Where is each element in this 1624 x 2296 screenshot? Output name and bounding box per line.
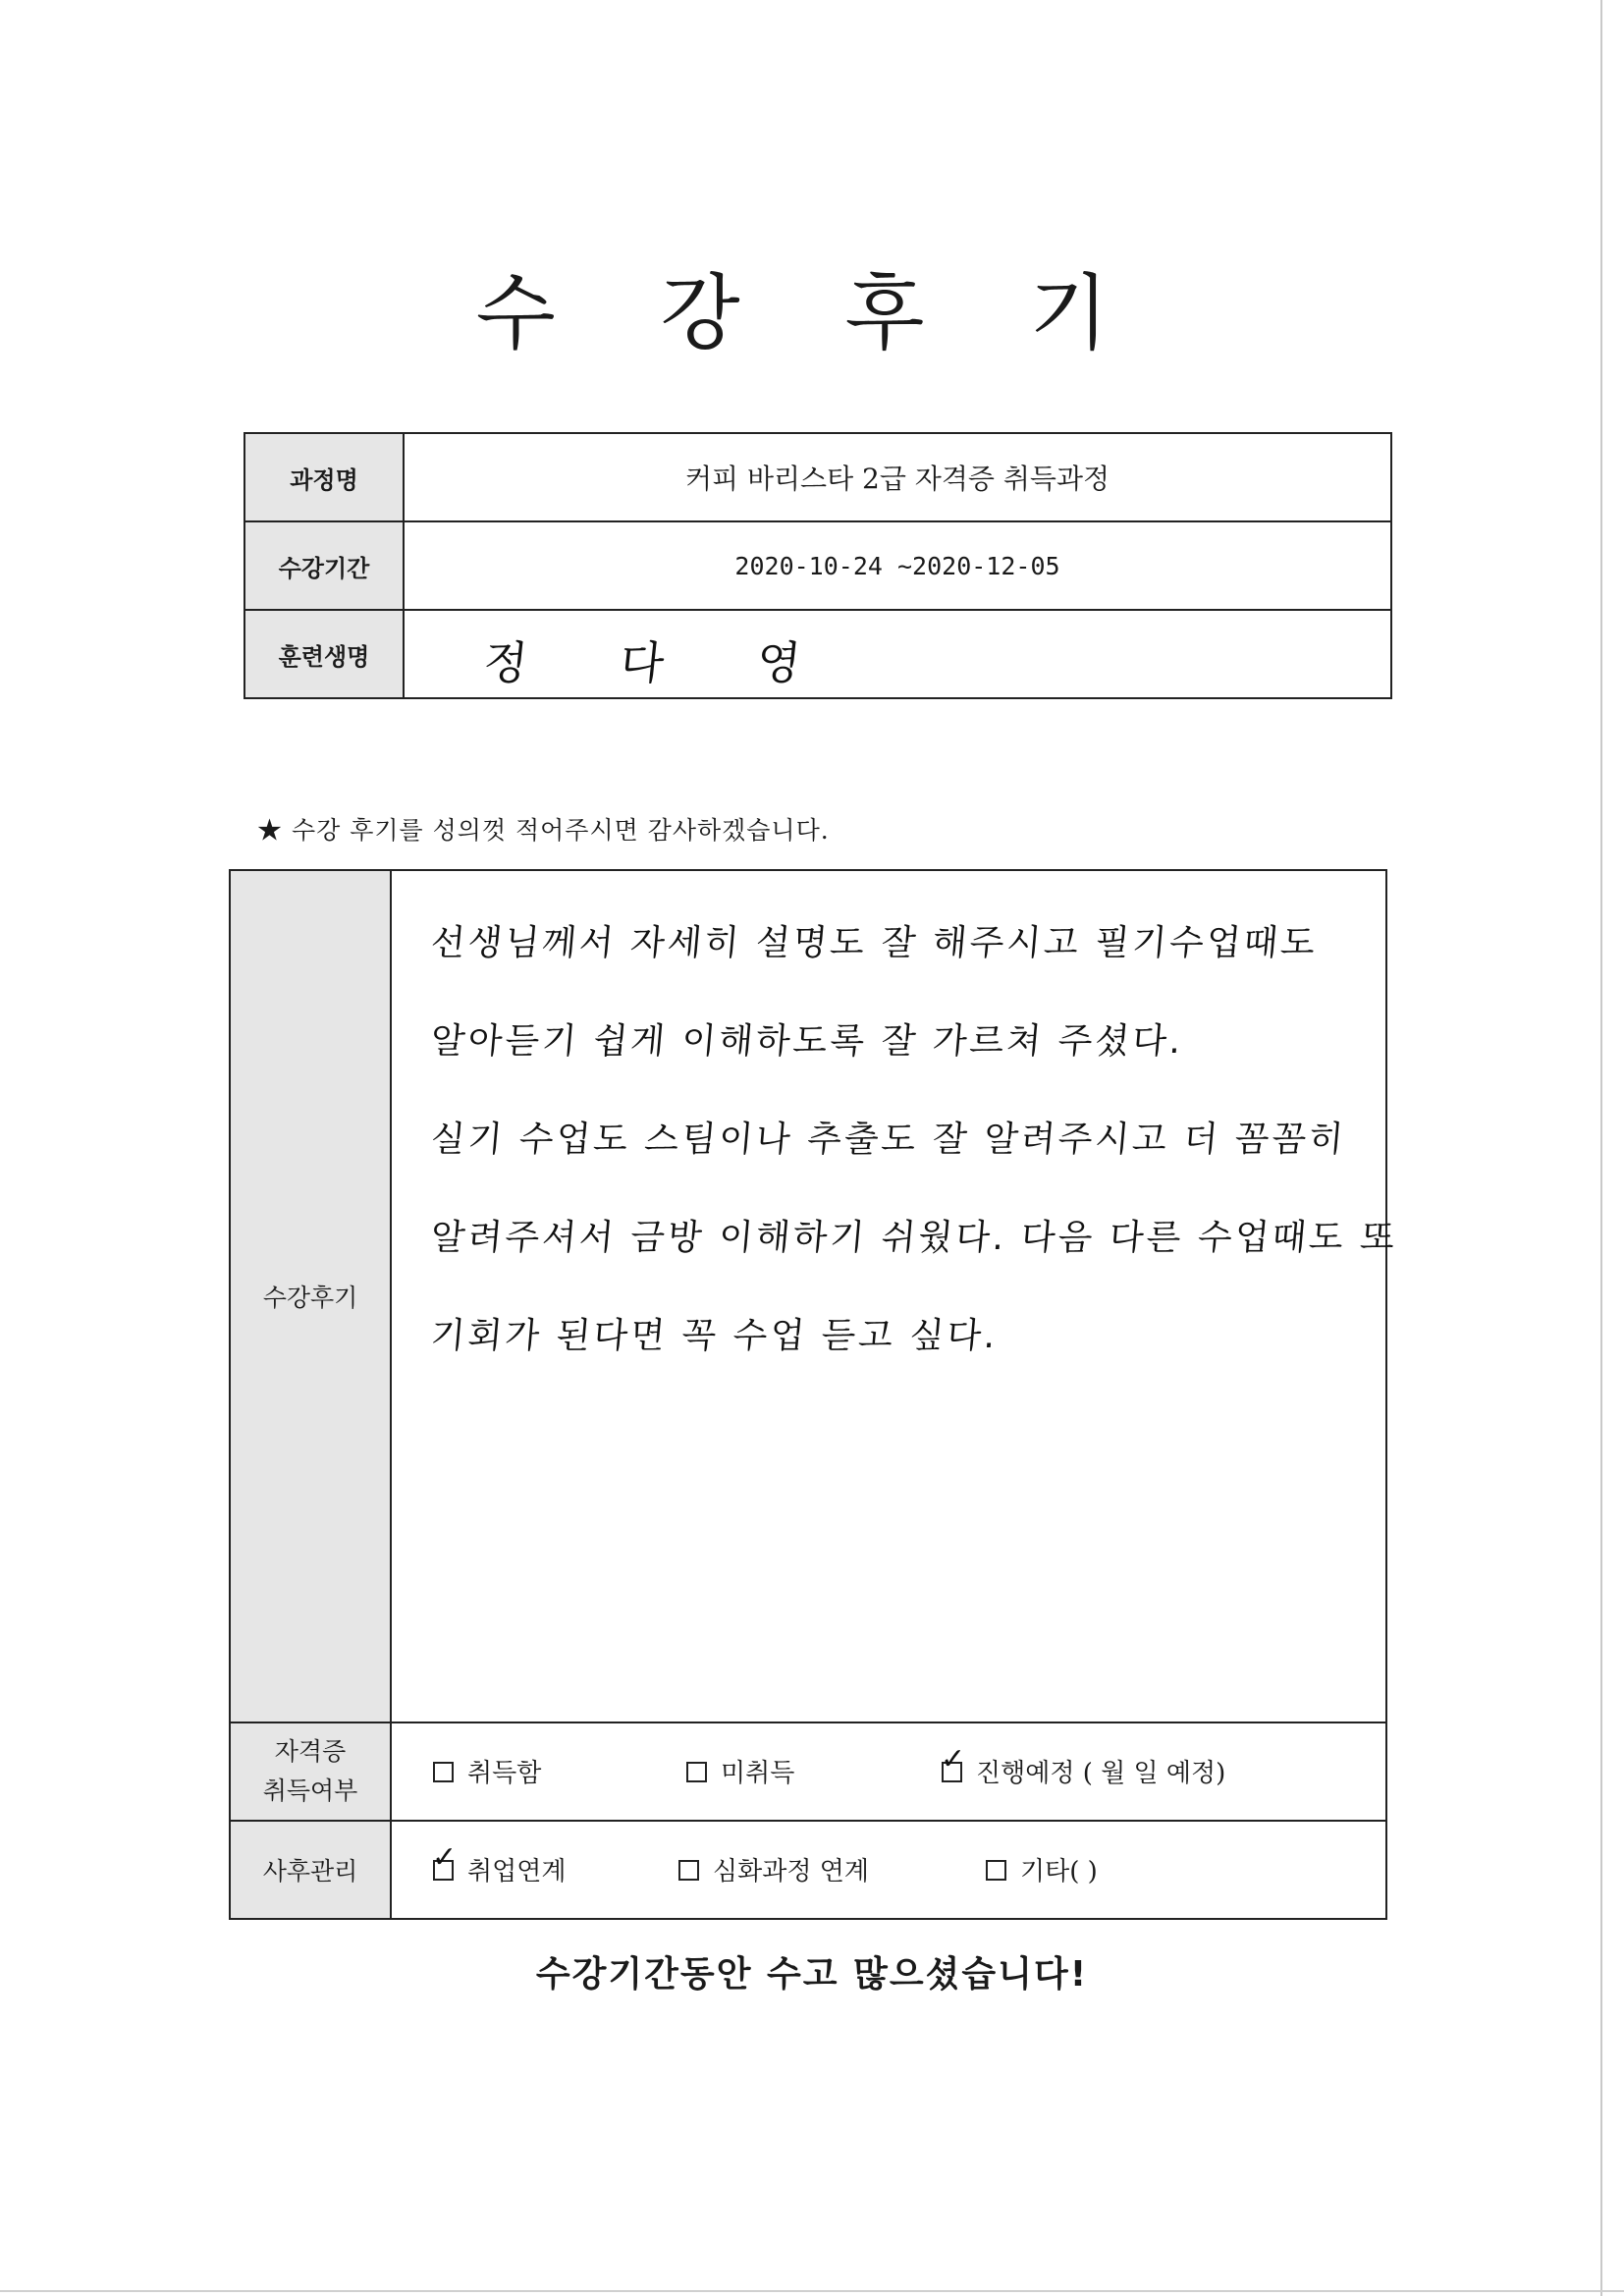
trainee-row [244, 610, 1391, 698]
checkbox-unchecked-icon[interactable] [433, 1762, 454, 1782]
instruction-note: ★ 수강 후기를 성의껏 적어주시면 감사하겠습니다. [257, 816, 830, 845]
info-table [244, 432, 1392, 699]
checkbox-unchecked-icon[interactable] [686, 1762, 707, 1782]
period-label: 수강기간 [244, 521, 404, 610]
certificate-label-line1: 자격증 [274, 1737, 347, 1766]
review-line: 알려주셔서 금방 이해하기 쉬웠다. 다음 다른 수업때도 또 [429, 1218, 1399, 1258]
review-body [391, 870, 1399, 1722]
checkbox-unchecked-icon[interactable] [678, 1860, 699, 1881]
aftercare-option-other-label: 기타( ) [1020, 1857, 1098, 1886]
certificate-label [230, 1722, 391, 1821]
course-label: 과정명 [244, 433, 404, 521]
trainee-cell [404, 610, 1391, 698]
review-line: 실기 수업도 스팀이나 추출도 잘 알려주시고 더 꼼꼼히 [429, 1120, 1348, 1160]
cert-option-acquired-label: 취득함 [467, 1759, 542, 1788]
review-line: 선생님께서 자세히 설명도 잘 해주시고 필기수업때도 [429, 923, 1320, 963]
period-value: 2020-10-24 ~2020-12-05 [404, 521, 1391, 610]
trainee-label: 훈련생명 [244, 610, 404, 698]
review-line: 기회가 된다면 꼭 수업 듣고 싶다. [429, 1316, 1001, 1356]
checkbox-checked-icon[interactable] [433, 1860, 454, 1881]
aftercare-label: 사후관리 [230, 1821, 391, 1919]
review-label: 수강후기 [230, 870, 391, 1722]
cert-option-scheduled-label: 진행예정 ( 월 일 예정) [976, 1759, 1226, 1788]
checkbox-checked-icon[interactable] [942, 1762, 962, 1782]
aftercare-option-employment[interactable] [433, 1851, 566, 1887]
scan-bottom-line [0, 2290, 1624, 2292]
cert-option-not-acquired-label: 미취득 [721, 1759, 795, 1788]
cert-option-scheduled[interactable] [942, 1753, 1225, 1789]
aftercare-option-advanced-label: 심화과정 연계 [713, 1857, 869, 1886]
course-row [244, 433, 1391, 521]
trainee-name-handwritten: 정 다 영 [480, 636, 842, 689]
review-table [229, 869, 1399, 1920]
page-title: 수 강 후 기 [475, 265, 1149, 361]
closing-message: 수강기간동안 수고 많으셨습니다! [535, 1954, 1089, 1995]
certificate-options [391, 1722, 1386, 1821]
aftercare-option-advanced[interactable] [678, 1851, 869, 1887]
certificate-label-line2: 취득여부 [262, 1777, 358, 1805]
checkbox-unchecked-icon[interactable] [986, 1860, 1006, 1881]
review-handwriting [429, 914, 1399, 1405]
cert-option-acquired[interactable] [433, 1753, 541, 1789]
aftercare-option-other[interactable] [986, 1851, 1098, 1887]
course-value: 커피 바리스타 2급 자격증 취득과정 [404, 433, 1391, 521]
review-line: 알아듣기 쉽게 이해하도록 잘 가르쳐 주셨다. [429, 1021, 1186, 1062]
aftercare-options [391, 1821, 1386, 1919]
review-row [230, 870, 1386, 1722]
aftercare-row [230, 1821, 1386, 1919]
cert-option-not-acquired[interactable] [686, 1753, 794, 1789]
aftercare-option-employment-label: 취업연계 [467, 1857, 567, 1886]
certificate-row [230, 1722, 1386, 1821]
period-row [244, 521, 1391, 610]
